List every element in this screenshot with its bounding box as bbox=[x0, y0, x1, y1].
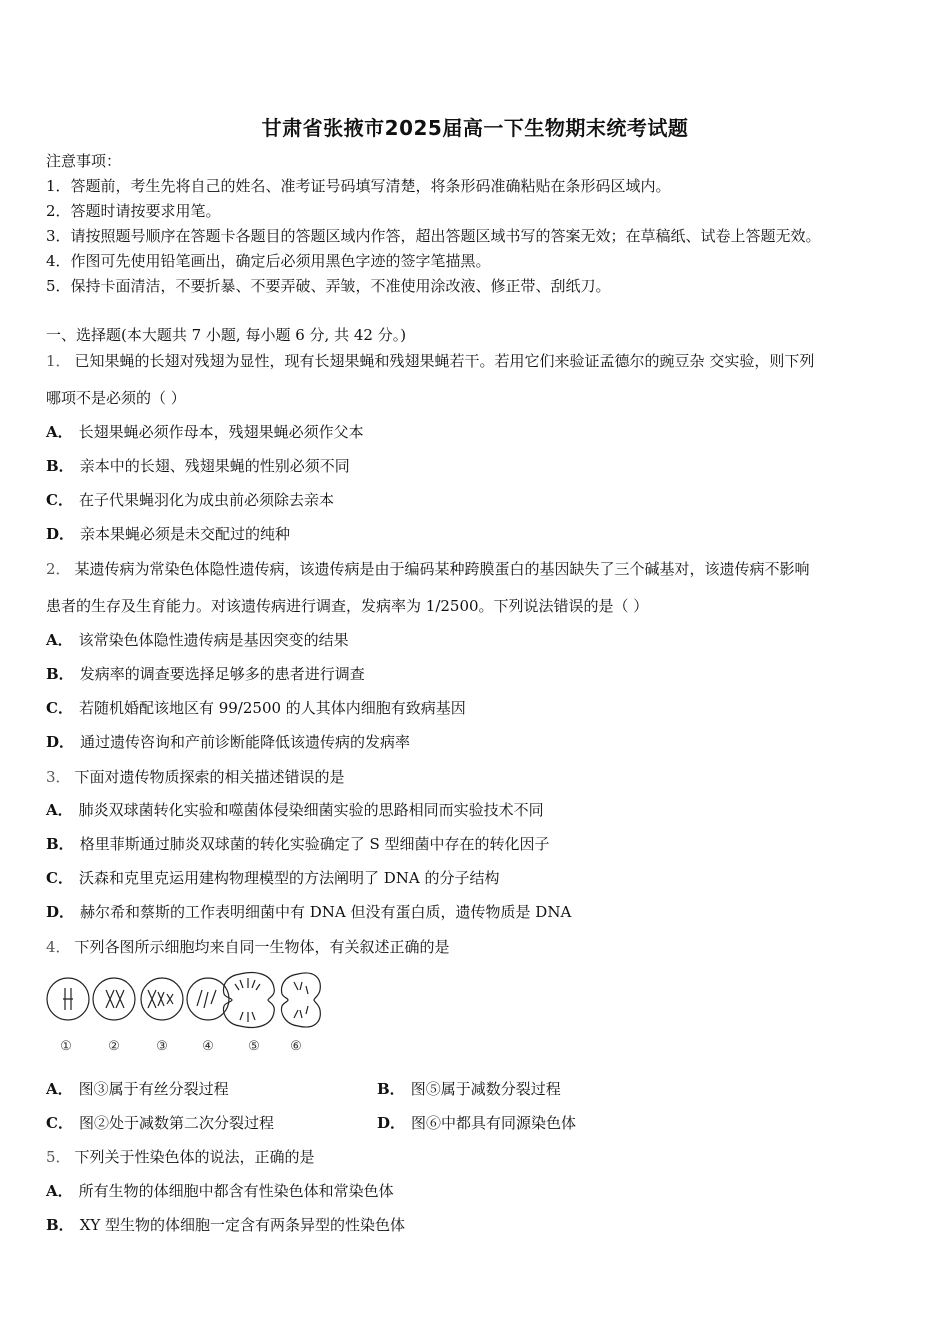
figure-label-5: ⑤ bbox=[248, 1039, 260, 1054]
cell-4-chromosomes bbox=[197, 990, 216, 1008]
cell-5 bbox=[224, 973, 275, 1028]
cell-3 bbox=[141, 978, 183, 1020]
cell-1-chromosomes bbox=[63, 988, 73, 1010]
option-text: 图②处于减数第二次分裂过程 bbox=[78, 1114, 274, 1132]
cell-6-chromosomes bbox=[294, 982, 308, 1018]
cell-5-chromosomes bbox=[235, 978, 260, 1022]
question-text: 下面对遗传物质探索的相关描述错误的是 bbox=[74, 768, 345, 786]
option-letter: B． bbox=[46, 835, 74, 853]
question-number: 3． bbox=[46, 768, 71, 786]
option-text: 图③属于有丝分裂过程 bbox=[78, 1080, 229, 1098]
question-text: 已知果蝇的长翅对残翅为显性，现有长翅果蝇和残翅果蝇若干。若用它们来验证孟德尔的豌豆杂 交实验，则下列 bbox=[74, 352, 815, 370]
option-a bbox=[46, 800, 544, 820]
question-text: 下列关于性染色体的说法，正确的是 bbox=[74, 1148, 315, 1166]
notice-item: 2．答题时请按要求用笔。 bbox=[46, 202, 221, 220]
figure-label-1: ① bbox=[60, 1039, 72, 1054]
option-text: 该常染色体隐性遗传病是基因突变的结果 bbox=[78, 631, 349, 649]
option-d bbox=[46, 902, 571, 922]
option-c bbox=[46, 698, 466, 718]
section-heading: 一、选择题(本大题共 7 小题, 每小题 6 分, 共 42 分。) bbox=[46, 326, 407, 344]
cell-division-figure bbox=[44, 968, 334, 1060]
option-b bbox=[46, 1215, 405, 1235]
question-2-stem bbox=[46, 559, 810, 579]
option-text: 亲本果蝇必须是未交配过的纯种 bbox=[80, 525, 291, 543]
notice-item: 3．请按照题号顺序在答题卡各题目的答题区域内作答，超出答题区域书写的答案无效；在草稿纸、试卷上答题无效。 bbox=[46, 227, 821, 245]
question-text: 某遗传病为常染色体隐性遗传病，该遗传病是由于编码某种跨膜蛋白的基因缺失了三个碱基对，该遗传病不影响 bbox=[74, 560, 810, 578]
question-5-stem bbox=[46, 1147, 315, 1167]
option-letter: D． bbox=[46, 733, 75, 751]
question-4-stem bbox=[46, 937, 450, 957]
option-text: 亲本中的长翅、残翅果蝇的性别必须不同 bbox=[79, 457, 350, 475]
option-letter: D． bbox=[46, 903, 75, 921]
notice-item: 5．保持卡面清洁，不要折暴、不要弄破、弄皱，不准使用涂改液、修正带、刮纸刀。 bbox=[46, 277, 611, 295]
option-letter: A． bbox=[46, 1080, 73, 1098]
question-number: 1． bbox=[46, 352, 71, 370]
figure-label-6: ⑥ bbox=[290, 1039, 302, 1054]
option-text: 在子代果蝇羽化为成虫前必须除去亲本 bbox=[78, 491, 334, 509]
option-c bbox=[46, 1113, 274, 1133]
option-text: 图⑤属于减数分裂过程 bbox=[410, 1080, 561, 1098]
option-a bbox=[46, 1181, 394, 1201]
option-text: 图⑥中都具有同源染色体 bbox=[411, 1114, 577, 1132]
cell-4 bbox=[187, 978, 229, 1020]
option-text: 格里菲斯通过肺炎双球菌的转化实验确定了 S 型细菌中存在的转化因子 bbox=[79, 835, 550, 853]
figure-label-4: ④ bbox=[202, 1039, 214, 1054]
option-letter: B． bbox=[46, 665, 74, 683]
question-1-stem bbox=[46, 351, 814, 371]
option-b bbox=[46, 834, 550, 854]
question-text: 下列各图所示细胞均来自同一生物体，有关叙述正确的是 bbox=[74, 938, 450, 956]
question-number: 5． bbox=[46, 1148, 71, 1166]
option-letter: C． bbox=[46, 699, 73, 717]
option-letter: D． bbox=[377, 1114, 406, 1132]
option-text: 长翅果蝇必须作母本，残翅果蝇必须作父本 bbox=[78, 423, 364, 441]
option-letter: A． bbox=[46, 631, 73, 649]
option-a bbox=[46, 422, 364, 442]
cell-diagrams-svg bbox=[44, 968, 334, 1060]
option-letter: C． bbox=[46, 491, 73, 509]
option-letter: A． bbox=[46, 1182, 73, 1200]
cell-2 bbox=[93, 978, 135, 1020]
option-a bbox=[46, 1079, 229, 1099]
option-text: XY 型生物的体细胞一定含有两条异型的性染色体 bbox=[79, 1216, 406, 1234]
page-title: 甘肃省张掖市2025届高一下生物期末统考试题 bbox=[261, 116, 689, 140]
cell-2-chromosomes bbox=[106, 990, 124, 1008]
option-c bbox=[46, 868, 499, 888]
option-letter: A． bbox=[46, 801, 73, 819]
figure-label-3: ③ bbox=[156, 1039, 168, 1054]
option-d bbox=[46, 524, 290, 544]
option-letter: C． bbox=[46, 869, 73, 887]
option-d bbox=[377, 1113, 576, 1133]
question-number: 2． bbox=[46, 560, 71, 578]
question-3-stem bbox=[46, 767, 345, 787]
question-1-stem-cont: 哪项不是必须的（ ） bbox=[46, 389, 186, 407]
option-letter: B． bbox=[377, 1080, 405, 1098]
option-text: 发病率的调查要选择足够多的患者进行调查 bbox=[79, 665, 365, 683]
option-letter: B． bbox=[46, 457, 74, 475]
option-letter: C． bbox=[46, 1114, 73, 1132]
question-number: 4． bbox=[46, 938, 71, 956]
option-text: 通过遗传咨询和产前诊断能降低该遗传病的发病率 bbox=[80, 733, 411, 751]
figure-label-2: ② bbox=[108, 1039, 120, 1054]
option-text: 赫尔希和蔡斯的工作表明细菌中有 DNA 但没有蛋白质，遗传物质是 DNA bbox=[80, 903, 572, 921]
option-a bbox=[46, 630, 349, 650]
option-b bbox=[46, 456, 350, 476]
option-text: 若随机婚配该地区有 99/2500 的人其体内细胞有致病基因 bbox=[78, 699, 466, 717]
option-text: 沃森和克里克运用建构物理模型的方法阐明了 DNA 的分子结构 bbox=[78, 869, 500, 887]
option-b bbox=[46, 664, 365, 684]
option-c bbox=[46, 490, 334, 510]
option-text: 肺炎双球菌转化实验和噬菌体侵染细菌实验的思路相同而实验技术不同 bbox=[78, 801, 544, 819]
option-d bbox=[46, 732, 410, 752]
question-2-stem-cont: 患者的生存及生育能力。对该遗传病进行调查，发病率为 1/2500。下列说法错误的是（ ） bbox=[46, 597, 649, 615]
cell-3-chromosomes bbox=[148, 990, 173, 1008]
option-letter: B． bbox=[46, 1216, 74, 1234]
notice-item: 4．作图可先使用铅笔画出，确定后必须用黑色字迹的签字笔描黑。 bbox=[46, 252, 491, 270]
option-letter: D． bbox=[46, 525, 75, 543]
option-text: 所有生物的体细胞中都含有性染色体和常染色体 bbox=[78, 1182, 394, 1200]
option-b bbox=[377, 1079, 561, 1099]
option-letter: A． bbox=[46, 423, 73, 441]
notice-item: 1．答题前，考生先将自己的姓名、准考证号码填写清楚，将条形码准确粘贴在条形码区域内。 bbox=[46, 177, 671, 195]
cell-6 bbox=[282, 973, 321, 1027]
notice-heading: 注意事项： bbox=[46, 152, 122, 170]
